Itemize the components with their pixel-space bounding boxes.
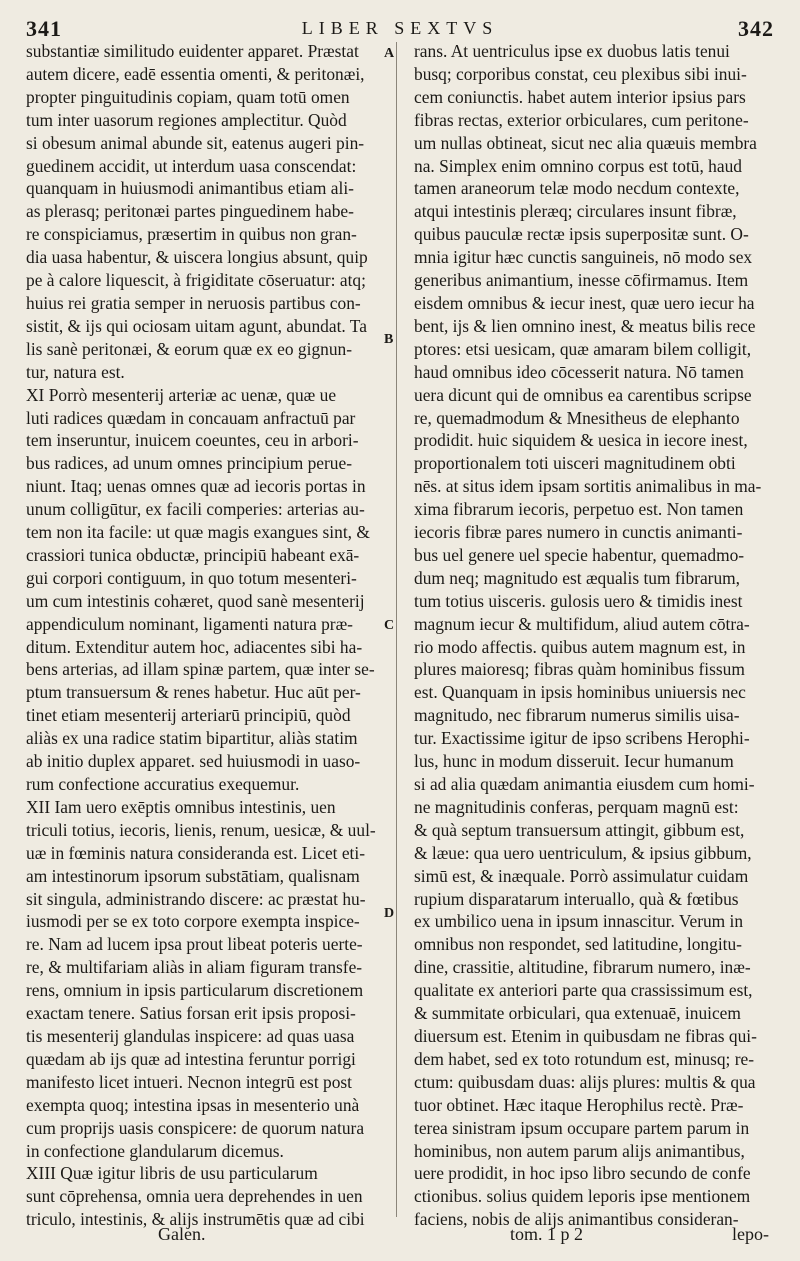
text-line: as plerasq; peritonæi partes pinguedinem habe- (26, 201, 354, 222)
text-line: propter pinguitudinis copiam, quam totū omen (26, 86, 350, 107)
text-line: tamen araneorum telæ modo necdum contexte, (414, 178, 740, 199)
text-line: tum totius uisceris. gulosis uero & timidis inest (414, 590, 743, 611)
text-line: ptum transuersum & renes habetur. Huc aūt per- (26, 682, 361, 703)
text-line: iusmodi per se ex toto corpore exempta inspice- (26, 911, 360, 932)
text-line: exactam tenere. Satius forsan erit ipsis proposi- (26, 1003, 356, 1024)
text-line: eisdem omnibus & iecur inest, quæ uero iecur ha (414, 292, 755, 313)
text-line: tuor obtinet. Hæc itaque Herophilus rectè. Præ- (414, 1094, 744, 1115)
text-line: dem habet, sed ex toto rotundum est, minusq; re- (414, 1048, 755, 1069)
text-line: dia uasa habentur, & uiscera longius absunt, quip (26, 247, 368, 268)
text-line: tum inter uasorum regiones amplectitur. Quòd (26, 109, 347, 130)
text-line: dum neq; magnitudo est æqualis tum fibrarum, (414, 567, 741, 588)
text-line: & summitate orbiculari, qua extenuaē, inuicem (414, 1003, 741, 1024)
text-line: ne magnitudinis conferas, perquam magnū est: (414, 796, 739, 817)
text-line: faciens, nobis de alijs animantibus consideran- (414, 1209, 739, 1230)
text-line: cum proprijs uasis conspicere: de quorum natura (26, 1117, 365, 1138)
left-page-number: 341 (26, 16, 62, 41)
text-line: magnitudo, nec fibrarum numerus similis uisa- (414, 705, 740, 726)
text-line: busq; corporibus constat, ceu plexibus sibi inui- (414, 63, 747, 84)
text-line: atqui intestinis pleræq; circulares insunt fibræ, (414, 201, 737, 222)
text-line: si obesum animal abunde sit, eatenus augeri pin- (26, 132, 365, 153)
catchword-left: Galen. (158, 1224, 206, 1244)
text-line: ex umbilico uena in ipsum innascitur. Verum in (414, 911, 744, 932)
text-line: autem dicere, eadē essentia omenti, & peritonæi, (26, 63, 365, 84)
text-line: & quà septum transuersum attingit, gibbum est, (414, 819, 745, 840)
signature-mark: tom. 1 p 2 (510, 1224, 584, 1244)
text-line: tur. Exactissime igitur de ipso scribens Herophi- (414, 728, 750, 749)
text-line: ditum. Extenditur autem hoc, adiacentes sibi ha- (26, 636, 363, 657)
text-line: ctionibus. solius quidem leporis ipse mentionem (414, 1186, 751, 1207)
text-line: omnibus non respondet, sed latitudine, longitu- (414, 934, 742, 955)
text-line: cem coniunctis. habet autem interior ipsius pars (414, 86, 746, 107)
text-line: terea sinistram ipsum occupare partem parum in (414, 1117, 750, 1138)
text-line: ab initio duplex apparet. sed huiusmodi in uaso- (26, 751, 361, 772)
text-line: um nullas obtineat, sicut nec alia quæuis membra (414, 132, 757, 153)
right-page-number: 342 (738, 16, 774, 41)
text-line: aliàs ex una radice statim bipartitur, aliàs statim (26, 728, 358, 749)
text-line: unum colligūtur, ex facili comperies: arterias au- (26, 499, 365, 520)
text-line: quædam ab ijs quæ ad intestina feruntur porrigi (26, 1048, 356, 1069)
text-line: sistit, & ijs qui ociosam uitam agunt, abundat. Ta (26, 315, 367, 336)
text-line: simū est, & inæquale. Porrò assimulatur cuidam (414, 865, 749, 886)
column-divider (396, 42, 397, 1217)
text-line: bent, ijs & lien omnino inest, & meatus bilis rece (414, 315, 756, 336)
text-line: ctum: quibusdam duas: alijs plures: multis & qua (414, 1071, 756, 1092)
text-line: tur, natura est. (26, 361, 125, 382)
text-line: plures maioresq; fibras quàm hominibus fissum (414, 659, 745, 680)
text-line: lus, hunc in modum disseruit. Iecur humanum (414, 751, 734, 772)
text-line: magnum iecur & multifidum, aliud autem cōtra- (414, 613, 750, 634)
text-line: am intestinorum ipsorum substātiam, qualisnam (26, 865, 360, 886)
text-line: uera dicunt qui de omnibus ea carentibus scripse (414, 384, 752, 405)
text-line: manifesto licet intueri. Necnon integrū est post (26, 1071, 352, 1092)
text-line: quibus pauculæ rectæ ipsis superpositæ sunt. O- (414, 224, 749, 245)
margin-letter-c: C (384, 618, 395, 633)
text-line: rens, omnium in ipsis particularum discretionem (26, 980, 364, 1001)
text-line: appendiculum nominant, ligamenti natura præ- (26, 613, 353, 634)
text-line: gui corpori contiguum, in quo totum mesenteri- (26, 567, 357, 588)
text-line: fibras rectas, exterior orbiculares, cum peritone- (414, 109, 749, 130)
text-line: tis mesenterij glandulas inspicere: ad quas uasa (26, 1025, 355, 1046)
text-line: tem non ita facile: ut quæ magis exangues sint, & (26, 522, 370, 543)
text-line: & læue: qua uero uentriculum, & ipsius gibbum, (414, 842, 752, 863)
text-line: re, & multifariam aliàs in aliam figuram transfe- (26, 957, 363, 978)
text-line: re, quemadmodum & Mnesitheus de elephanto (414, 407, 740, 428)
text-line: tem inseruntur, inuicem coeuntes, ceu in arbori- (26, 430, 359, 451)
text-line: prodidit. huic siquidem & uesica in iecore inest, (414, 430, 748, 451)
text-line: na. Simplex enim omnino corpus est totū, haud (414, 155, 742, 176)
text-line: rans. At uentriculus ipse ex duobus latis tenui (414, 41, 730, 61)
text-line: generibus animantium, inesse cōfirmamus. Item (414, 270, 749, 291)
text-line: dine, crassitie, altitudine, fibrarum numero, inæ- (414, 957, 751, 978)
text-line: uere prodidit, in hoc ipso libro secundo de confe (414, 1163, 751, 1184)
text-line: bus uel genere uel specie habentur, quemadmo- (414, 544, 745, 565)
text-line: haud omnibus ideo cōcesserit natura. Nō tamen (414, 361, 744, 382)
text-line: hominibus, non autem parum alijs animantibus, (414, 1140, 745, 1161)
running-title: LIBER SEXTVS (301, 18, 499, 38)
text-line: um cum intestinis cohæret, quod sanè mesenterij (26, 590, 365, 611)
text-line: XII Iam uero exēptis omnibus intestinis, uen (26, 796, 336, 817)
text-line: est. Quanquam in ipsis hominibus uniuersis nec (414, 682, 746, 703)
text-line: crassiori tunica obductæ, principiū habeant exā- (26, 544, 360, 565)
text-line: luti radices quædam in concauam anfractuū par (26, 407, 356, 428)
text-line: re conspiciamus, præsertim in quibus non gran- (26, 224, 357, 245)
text-line: re. Nam ad lucem ipsa prout libeat poteris uerte- (26, 934, 363, 955)
text-line: proportionalem toti uisceri magnitudinem obti (414, 453, 736, 474)
text-line: uæ in fœminis natura consideranda est. Licet eti- (26, 842, 366, 863)
text-line: bens arterias, ad illam spinæ partem, quæ inter se- (26, 659, 375, 680)
text-line: qualitate ex anteriori parte qua crassissimum est, (414, 980, 753, 1001)
text-line: sit singula, administrando discere: ac præstat hu- (26, 888, 366, 909)
text-line: XIII Quæ igitur libris de usu particularum (26, 1163, 318, 1184)
text-line: ptores: etsi uesicam, quæ amaram bilem colligit, (414, 338, 752, 359)
margin-letter-b: B (384, 332, 394, 347)
left-text-column (26, 40, 384, 1230)
margin-letter-a: A (384, 46, 395, 61)
right-text-column (414, 40, 776, 1230)
text-line: sunt cōprehensa, omnia uera deprehendes in uen (26, 1186, 363, 1207)
text-line: nēs. at situs idem ipsam sortitis animalibus in ma- (414, 476, 762, 497)
text-line: triculi totius, iecoris, lienis, renum, uesicæ, & uul- (26, 819, 376, 840)
text-line: lis sanè peritonæi, & eorum quæ ex eo gignun- (26, 338, 353, 359)
text-line: mnia igitur hæc cunctis sanguineis, nō modo sex (414, 247, 753, 268)
text-line: in confectione glandularum dicemus. (26, 1140, 284, 1161)
text-line: rupium disparatarum interuallo, quà & fœtibus (414, 888, 739, 909)
text-line: huius rei gratia semper in neruosis partibus con- (26, 292, 361, 313)
text-line: quanquam in huiusmodi animantibus etiam ali- (26, 178, 354, 199)
text-line: si ad alia quædam animantia eiusdem cum homi- (414, 774, 755, 794)
text-line: rum confectione accuratius exequemur. (26, 774, 300, 794)
text-line: XI Porrò mesenterij arteriæ ac uenæ, quæ ue (26, 384, 337, 405)
text-line: substantiæ similitudo euidenter apparet. Præstat (26, 41, 359, 61)
text-line: tinet etiam mesenterij arteriarū principiū, quòd (26, 705, 351, 726)
text-line: exempta quoq; intestina ipsas in mesenterio unà (26, 1094, 360, 1115)
text-line: iecoris fibræ pares numero in cunctis animanti- (414, 522, 743, 543)
catchword-right: lepo- (732, 1224, 769, 1244)
margin-letter-d: D (384, 906, 395, 921)
page-footer (0, 1224, 800, 1254)
text-line: niunt. Itaq; uenas omnes quæ ad iecoris portas in (26, 476, 366, 497)
text-line: diuersum est. Etenim in quibusdam ne fibras qui- (414, 1025, 757, 1046)
text-line: pe à calore liquescit, à frigiditate cōseruatur: atq; (26, 270, 366, 291)
text-line: bus radices, ad unum omnes principium perue- (26, 453, 352, 474)
text-line: guedinem accidit, ut interdum uasa conscendat: (26, 155, 357, 176)
text-line: rio modo affectis. quibus autem magnum est, in (414, 636, 746, 657)
text-line: triculo, intestinis, & alijs instrumētis quæ ad cibi (26, 1209, 365, 1230)
text-line: xima fibrarum iecoris, perpetuo est. Non tamen (414, 499, 744, 520)
